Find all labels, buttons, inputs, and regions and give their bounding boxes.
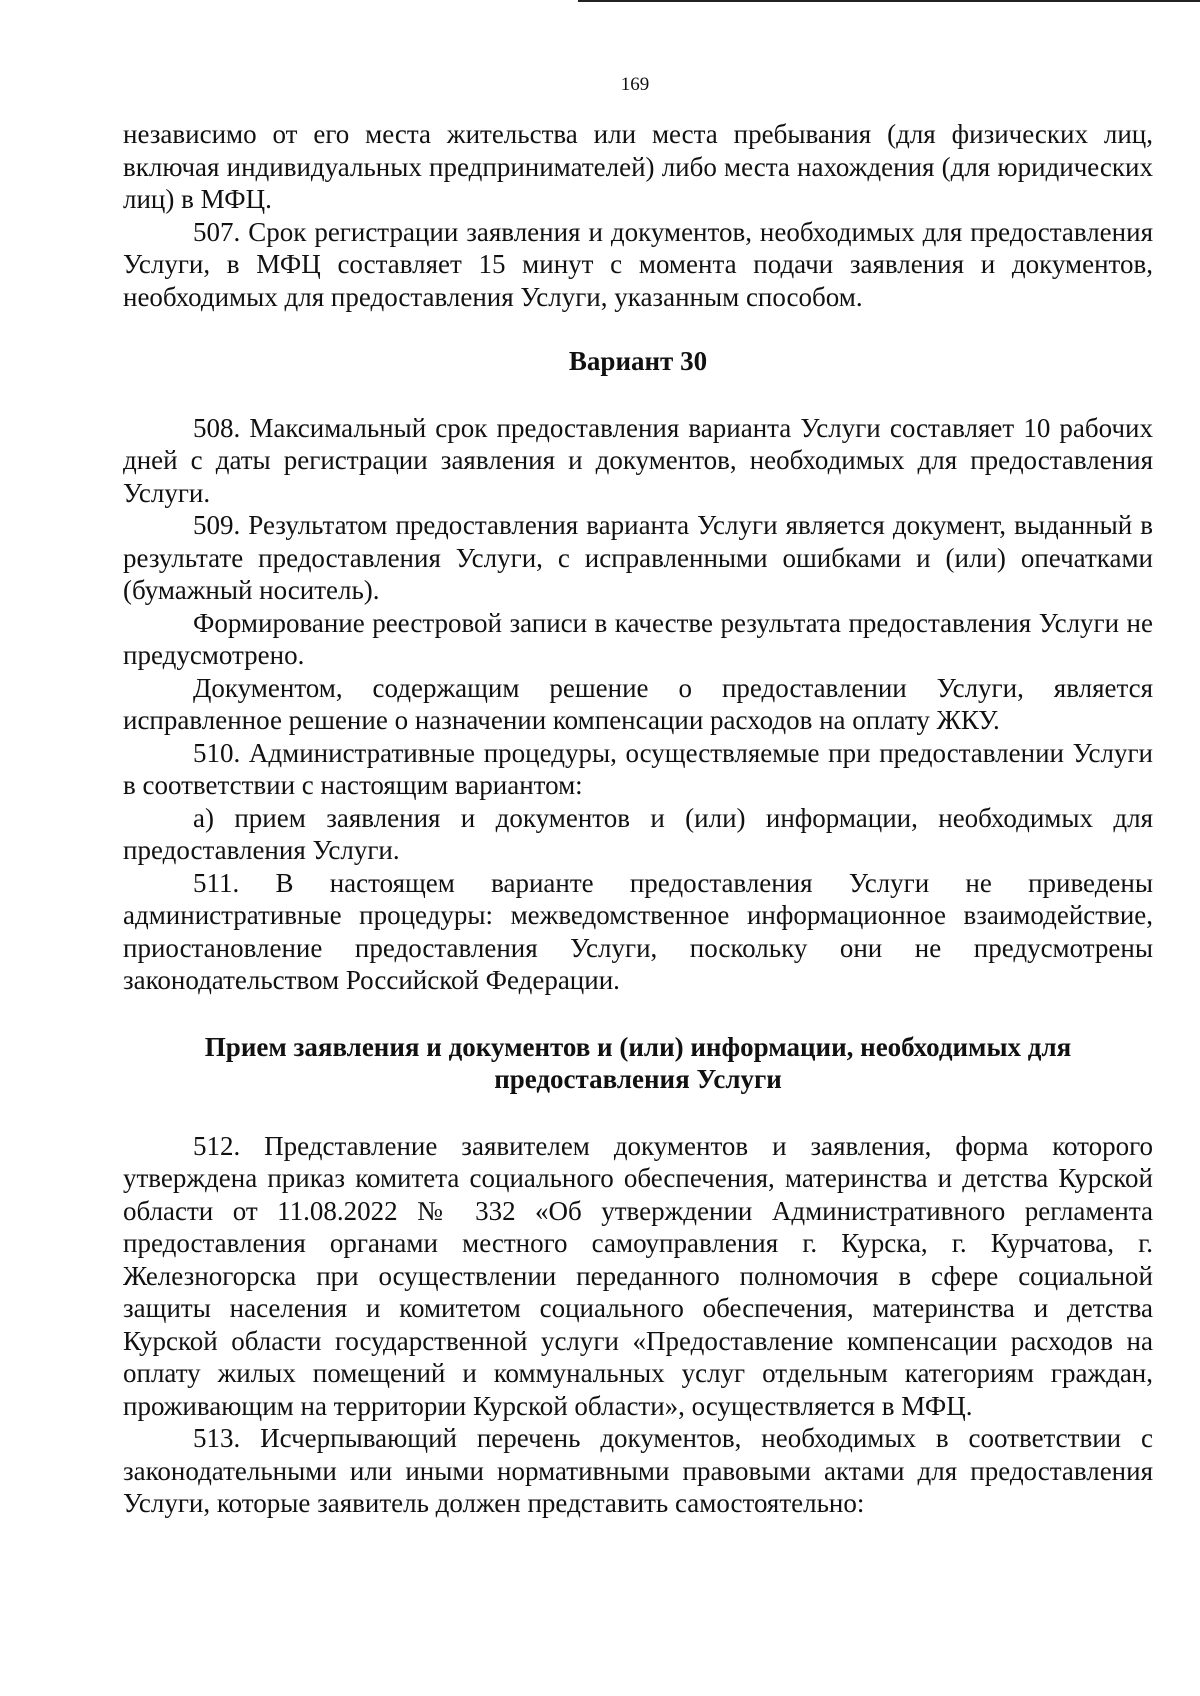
paragraph-510: 510. Административные процедуры, осуществляемые при предоставлении Услуги в соответствии с настоящим вариантом: [123, 737, 1153, 800]
section-heading: Прием заявления и документов и (или) информации, необходимых для предоставления Услуги [204, 1031, 1072, 1094]
paragraph-507: 507. Срок регистрации заявления и документов, необходимых для предоставления Услуги, в МФЦ составляет 15 минут с момента подачи заявления и документов, необходимых для предоставления Услуги, указанным способом. [123, 216, 1153, 312]
page-number: 169 [620, 74, 650, 95]
paragraph-511: 511. В настоящем варианте предоставления Услуги не приведены административные процедуры: межведомственное информационное взаимодействие, приостановление предоставления Услуги, поскольку они не предусмотрены законодательством Российской Федерации. [123, 867, 1153, 995]
paragraph-decision-document: Документом, содержащим решение о предоставлении Услуги, является исправленное решение о назначении компенсации расходов на оплату ЖКУ. [123, 672, 1153, 735]
paragraph-512: 512. Представление заявителем документов и заявления, форма которого утверждена приказ комитета социального обеспечения, материнства и детства Курской области от 11.08.2022 № 332 «Об утверждении Административного регламента предоставления органами местного самоуправления г. Курска, г. Курчатова, г. Железногорска при осуществлении переданного полномочия в сфере социальной защиты населения и комитетом социального обеспечения, материнства и детства Курской области государственной услуги «Предоставление компенсации расходов на оплату жилых помещений и коммунальных услуг отдельным категориям граждан, проживающим на территории Курской области», осуществляется в МФЦ. [123, 1130, 1153, 1421]
document-body [123, 118, 1153, 1520]
paragraph-513: 513. Исчерпывающий перечень документов, необходимых в соответствии с законодательными или иными нормативными правовыми актами для предоставления Услуги, которые заявитель должен представить самостоятельно: [123, 1423, 1153, 1518]
paragraph-continuation: независимо от его места жительства или места пребывания (для физических лиц, включая индивидуальных предпринимателей) либо места нахождения (для юридических лиц) в МФЦ. [123, 119, 1153, 214]
variant-heading: Вариант 30 [568, 346, 708, 376]
paragraph-510-item-a: а) прием заявления и документов и (или) информации, необходимых для предоставления Услуги. [123, 802, 1153, 865]
paragraph-509: 509. Результатом предоставления варианта Услуги является документ, выданный в результате предоставления Услуги, с исправленными ошибками и (или) опечатками (бумажный носитель). [123, 510, 1153, 605]
scan-edge-line [578, 0, 1200, 2]
paragraph-registry-record: Формирование реестровой записи в качестве результата предоставления Услуги не предусмотрено. [123, 607, 1153, 670]
paragraph-508: 508. Максимальный срок предоставления варианта Услуги составляет 10 рабочих дней с даты регистрации заявления и документов, необходимых для предоставления Услуги. [123, 412, 1153, 508]
